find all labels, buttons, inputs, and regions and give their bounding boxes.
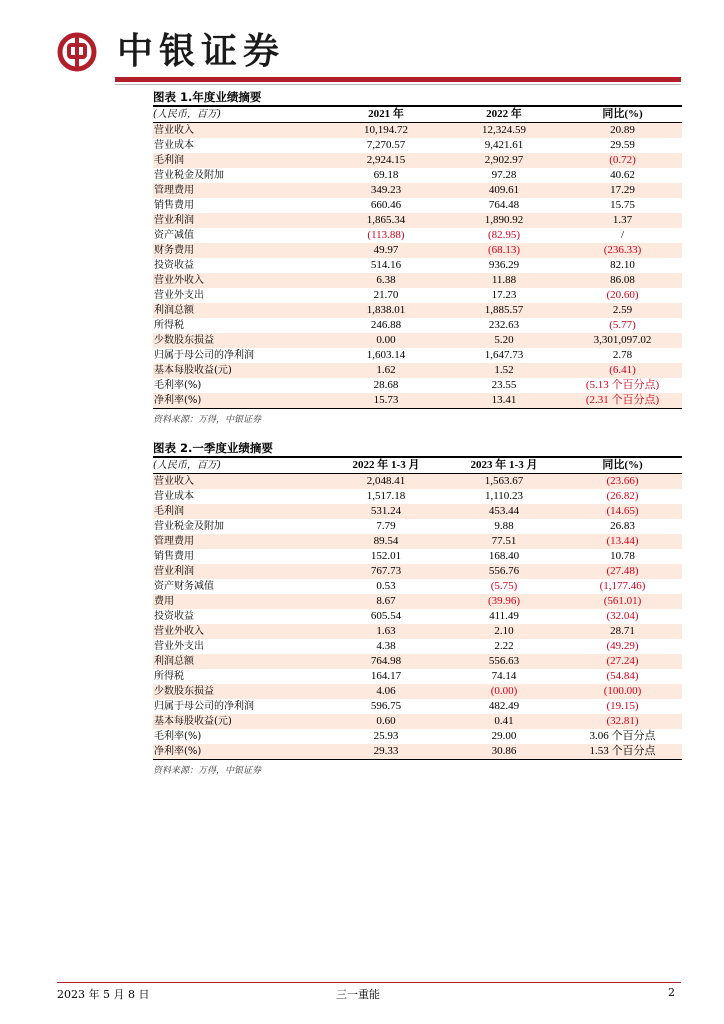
row-label: 利润总额 — [153, 654, 327, 669]
table1-source: 资料来源：万得，中银证券 — [153, 415, 262, 425]
table-row — [153, 228, 682, 243]
table-cell: 453.44 — [445, 504, 563, 519]
table-cell: 936.29 — [488, 259, 520, 271]
row-label: 营业外支出 — [154, 290, 204, 301]
table1-bottom-rule — [153, 408, 682, 409]
table-cell: 40.62 — [610, 169, 635, 181]
table-cell: 596.75 — [370, 700, 402, 712]
table-row — [153, 534, 682, 549]
page-header — [57, 28, 657, 74]
table-header-row — [153, 458, 682, 474]
table-cell: (39.96) — [445, 594, 563, 609]
row-label: 资产减值 — [154, 230, 194, 241]
table-cell: 2.78 — [612, 349, 633, 361]
table-cell: 29.33 — [327, 744, 445, 759]
table-cell: (82.95) — [487, 229, 521, 241]
row-label: 所得税 — [154, 320, 184, 331]
table-row — [153, 504, 682, 519]
table-row — [153, 258, 682, 273]
table-cell: 409.61 — [445, 183, 563, 198]
table-cell: 7.79 — [376, 520, 396, 532]
table-cell: 164.17 — [370, 670, 402, 682]
table1-section — [153, 89, 682, 425]
table-cell: 3,301,097.02 — [563, 333, 682, 348]
table-cell: 13.41 — [445, 393, 563, 408]
row-label: 营业利润 — [153, 564, 327, 579]
table-cell: 15.73 — [327, 393, 445, 408]
table-row — [153, 669, 682, 684]
table-cell: (0.72) — [563, 153, 682, 168]
table-cell: 349.23 — [327, 183, 445, 198]
row-label: 所得税 — [154, 671, 184, 682]
table-cell: 1.63 — [327, 624, 445, 639]
table-cell: 660.46 — [370, 199, 402, 211]
table2-bottom-rule — [153, 759, 682, 760]
table-cell: 10,194.72 — [327, 123, 445, 139]
table-cell: (32.04) — [606, 610, 639, 622]
table-cell: 97.28 — [491, 169, 517, 181]
table-cell: 0.00 — [327, 333, 445, 348]
table-cell: 1,647.73 — [484, 349, 524, 361]
table-cell: (0.00) — [445, 684, 563, 699]
table-cell: 1,563.67 — [445, 474, 563, 490]
table-cell: 15.75 — [610, 199, 635, 211]
table-row — [153, 684, 682, 699]
table-cell: (5.77) — [609, 319, 636, 331]
table-cell: 89.54 — [327, 534, 445, 549]
table-cell: 82.10 — [610, 259, 635, 271]
table-row — [153, 489, 682, 504]
table-cell: 8.67 — [327, 594, 445, 609]
table-cell: 29.59 — [610, 139, 635, 151]
table-cell: 49.97 — [327, 243, 445, 258]
table-cell: 1,890.92 — [445, 213, 563, 228]
table-cell: 1,885.57 — [445, 303, 563, 318]
table-row — [153, 138, 682, 153]
row-label: 营业外收入 — [153, 624, 327, 639]
table-cell: 0.53 — [376, 580, 396, 592]
table-cell: (14.65) — [563, 504, 682, 519]
table-row — [153, 183, 682, 198]
table-row — [153, 318, 682, 333]
row-label: 基本每股收益(元) — [153, 363, 327, 378]
header-red-rule — [115, 77, 681, 82]
table-cell: 556.63 — [445, 654, 563, 669]
table-cell: 2.10 — [445, 624, 563, 639]
table-cell: 411.49 — [489, 610, 519, 622]
table-cell: 12,324.59 — [445, 123, 563, 139]
table-cell: 6.38 — [327, 273, 445, 288]
table-cell: 3.06 个百分点 — [589, 730, 656, 742]
table-cell: 482.49 — [488, 700, 520, 712]
table-cell: (27.48) — [563, 564, 682, 579]
table-cell: 2,048.41 — [327, 474, 445, 490]
table-cell: 2,902.97 — [445, 153, 563, 168]
table-cell: 1,865.34 — [327, 213, 445, 228]
table-row — [153, 549, 682, 564]
row-label: 净利率(%) — [153, 393, 327, 408]
table-cell: (26.82) — [606, 490, 639, 502]
table-row — [153, 699, 682, 714]
row-label: 营业收入 — [153, 123, 327, 139]
table-cell: (19.15) — [606, 700, 639, 712]
table1-title: 图表 1.年度业绩摘要 — [153, 90, 262, 104]
row-label: 少数股东损益 — [153, 684, 327, 699]
table-header-row — [153, 107, 682, 123]
table-cell: 30.86 — [445, 744, 563, 759]
table-cell: (6.41) — [563, 363, 682, 378]
table-cell: 152.01 — [370, 550, 402, 562]
table-row — [153, 624, 682, 639]
table-cell: 69.18 — [373, 169, 399, 181]
table-cell: 2.22 — [494, 640, 514, 652]
table-cell: 767.73 — [327, 564, 445, 579]
row-label: 营业税金及附加 — [154, 521, 224, 532]
table-row — [153, 579, 682, 594]
row-label: 少数股东损益 — [153, 333, 327, 348]
table-cell: (23.66) — [563, 474, 682, 490]
table-row — [153, 594, 682, 609]
table-cell: 28.71 — [563, 624, 682, 639]
table-cell: 531.24 — [327, 504, 445, 519]
table-cell: (2.31 个百分点) — [563, 393, 682, 408]
table-cell: (32.81) — [563, 714, 682, 729]
table-cell: 1.37 — [563, 213, 682, 228]
table-cell: 2,924.15 — [327, 153, 445, 168]
row-label: 毛利率(%) — [154, 380, 202, 391]
table-row — [153, 198, 682, 213]
footer-page-number: 2 — [668, 986, 675, 999]
table-cell: 20.89 — [563, 123, 682, 139]
table-cell: (49.29) — [606, 640, 639, 652]
table-cell: 23.55 — [491, 379, 517, 391]
table-cell: 246.88 — [370, 319, 402, 331]
row-label: 利润总额 — [153, 303, 327, 318]
row-label: 营业外收入 — [153, 273, 327, 288]
table-cell: 5.20 — [445, 333, 563, 348]
table-row — [153, 729, 682, 744]
column-header: 2021 年 — [327, 107, 445, 123]
table2-body — [153, 474, 682, 760]
row-label: 营业成本 — [154, 140, 194, 151]
column-header: (人民币，百万) — [153, 107, 327, 123]
table-cell: 0.60 — [327, 714, 445, 729]
row-label: 财务费用 — [153, 243, 327, 258]
row-label: 投资收益 — [154, 260, 194, 271]
table-cell: 1,838.01 — [327, 303, 445, 318]
column-header: 2022 年 — [445, 107, 563, 123]
table-cell: (100.00) — [563, 684, 682, 699]
table1-body — [153, 123, 682, 409]
table-row — [153, 288, 682, 303]
table-cell: 10.78 — [610, 550, 635, 562]
table-row — [153, 153, 682, 168]
row-label: 销售费用 — [154, 200, 194, 211]
table-row — [153, 378, 682, 393]
row-label: 毛利润 — [153, 153, 327, 168]
table-cell: 1.52 — [445, 363, 563, 378]
footer-date: 2023 年 5 月 8 日 — [57, 988, 150, 1001]
table-cell: 17.29 — [563, 183, 682, 198]
row-label: 费用 — [153, 594, 327, 609]
row-label: 毛利润 — [153, 504, 327, 519]
row-label: 营业成本 — [154, 491, 194, 502]
table-cell: 168.40 — [488, 550, 520, 562]
table-cell: 1.62 — [327, 363, 445, 378]
quarterly-results-table — [153, 458, 682, 759]
table-cell: 4.06 — [327, 684, 445, 699]
table2-section — [153, 440, 682, 776]
table-cell: (54.84) — [606, 670, 639, 682]
table-cell: (236.33) — [563, 243, 682, 258]
table-row — [153, 363, 682, 378]
table-cell: (1,177.46) — [599, 580, 646, 592]
table-cell: 0.41 — [445, 714, 563, 729]
table-row — [153, 639, 682, 654]
table-row — [153, 303, 682, 318]
footer-company: 三一重能 — [336, 988, 380, 1001]
row-label: 销售费用 — [154, 551, 194, 562]
bank-of-china-logo-icon — [57, 32, 97, 72]
table-row — [153, 609, 682, 624]
table-cell: 86.08 — [563, 273, 682, 288]
row-label: 投资收益 — [154, 611, 194, 622]
table-cell: (5.13 个百分点) — [585, 379, 660, 391]
row-label: 基本每股收益(元) — [153, 714, 327, 729]
table-row — [153, 654, 682, 669]
row-label: 归属于母公司的净利润 — [154, 350, 254, 361]
table-cell: 26.83 — [610, 520, 635, 532]
table-cell: 25.93 — [373, 730, 399, 742]
table-cell: 232.63 — [488, 319, 520, 331]
table-cell: 77.51 — [445, 534, 563, 549]
table-row — [153, 273, 682, 288]
table-row — [153, 348, 682, 363]
table-cell: 29.00 — [491, 730, 517, 742]
table-row — [153, 393, 682, 408]
table-cell: (13.44) — [563, 534, 682, 549]
table-cell: 11.88 — [445, 273, 563, 288]
table-cell: 74.14 — [491, 670, 517, 682]
row-label: 毛利率(%) — [154, 731, 202, 742]
brand-name: 中银证券 — [117, 30, 286, 72]
table-cell: 17.23 — [491, 289, 517, 301]
table-cell: 1,110.23 — [484, 490, 524, 502]
table-cell: 2.59 — [563, 303, 682, 318]
table-cell: (27.24) — [563, 654, 682, 669]
table2-title: 图表 2.一季度业绩摘要 — [153, 441, 273, 455]
table-cell: 764.98 — [327, 654, 445, 669]
table-cell: 764.48 — [488, 199, 520, 211]
column-header: 2023 年 1-3 月 — [445, 458, 563, 474]
row-label: 净利率(%) — [153, 744, 327, 759]
table-cell: 1,603.14 — [366, 349, 406, 361]
table-cell: (68.13) — [445, 243, 563, 258]
table-cell: 7,270.57 — [366, 139, 406, 151]
table-row — [153, 333, 682, 348]
table-cell: 1.53 个百分点 — [563, 744, 682, 759]
table-row — [153, 123, 682, 139]
table-cell: / — [620, 229, 625, 241]
table-cell: (561.01) — [563, 594, 682, 609]
table-cell: 4.38 — [376, 640, 396, 652]
row-label: 营业税金及附加 — [154, 170, 224, 181]
table-cell: 1,517.18 — [366, 490, 406, 502]
table-cell: 514.16 — [370, 259, 402, 271]
table-cell: 28.68 — [373, 379, 399, 391]
column-header: (人民币，百万) — [153, 458, 327, 474]
row-label: 管理费用 — [153, 534, 327, 549]
table-row — [153, 168, 682, 183]
row-label: 归属于母公司的净利润 — [154, 701, 254, 712]
column-header: 同比(%) — [563, 458, 682, 474]
table-row — [153, 744, 682, 759]
column-header: 同比(%) — [563, 107, 682, 123]
footer-rule — [57, 982, 681, 983]
table-cell: 21.70 — [373, 289, 399, 301]
table-cell: 9,421.61 — [484, 139, 524, 151]
row-label: 管理费用 — [153, 183, 327, 198]
row-label: 营业利润 — [153, 213, 327, 228]
table-cell: (113.88) — [367, 229, 405, 241]
table-cell: (5.75) — [490, 580, 518, 592]
header-gray-rule — [115, 84, 681, 85]
table-row — [153, 564, 682, 579]
table-row — [153, 519, 682, 534]
table-cell: 556.76 — [445, 564, 563, 579]
row-label: 营业外支出 — [154, 641, 204, 652]
table-row — [153, 243, 682, 258]
row-label: 营业收入 — [153, 474, 327, 490]
table-cell: 605.54 — [370, 610, 402, 622]
table-row — [153, 213, 682, 228]
column-header: 2022 年 1-3 月 — [327, 458, 445, 474]
table-cell: 9.88 — [494, 520, 514, 532]
table-cell: (20.60) — [606, 289, 639, 301]
row-label: 资产财务减值 — [154, 581, 214, 592]
table-row — [153, 714, 682, 729]
table-row — [153, 474, 682, 490]
table2-source: 资料来源：万得，中银证券 — [153, 766, 262, 776]
annual-results-table — [153, 107, 682, 408]
